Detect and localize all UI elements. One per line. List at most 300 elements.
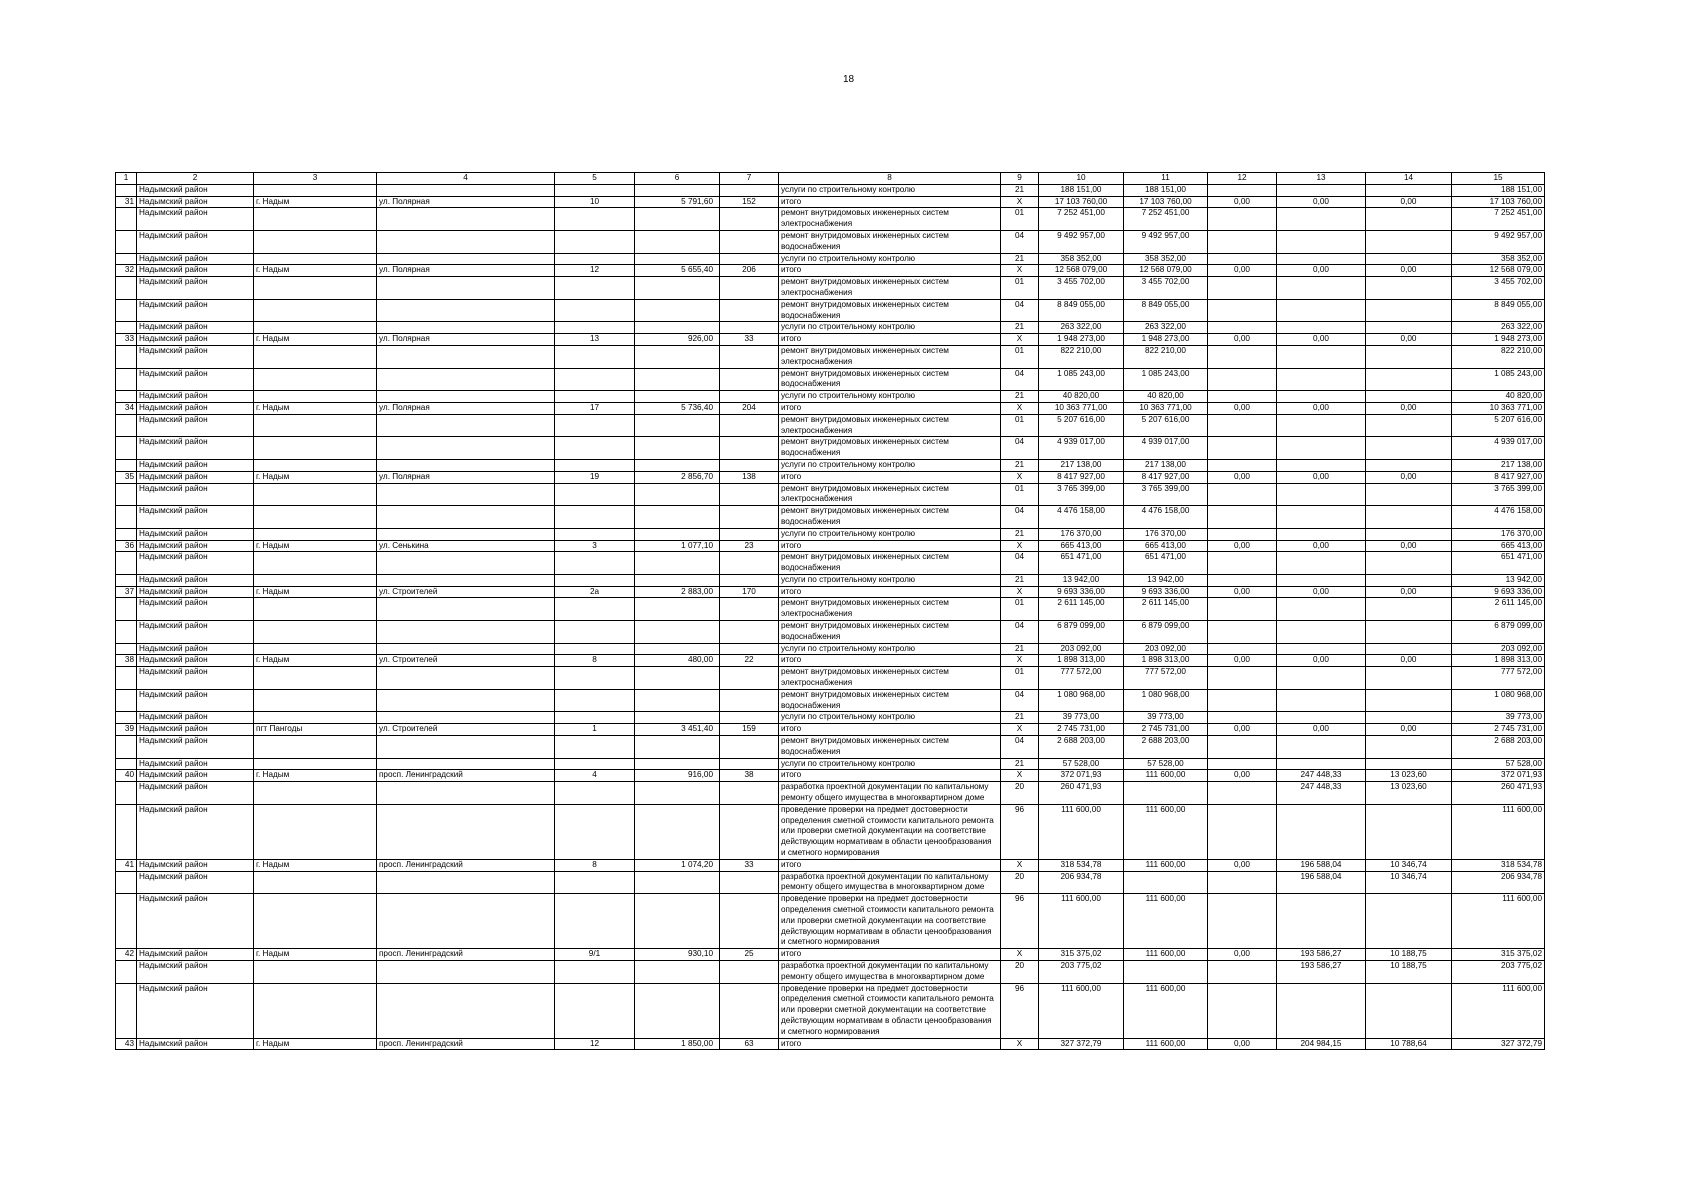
other-cell: 0,00 <box>1366 540 1452 552</box>
house-cell <box>555 184 635 196</box>
total-cost-cell: 40 820,00 <box>1039 391 1124 403</box>
owners-cell: 0,00 <box>1277 471 1366 483</box>
area-cell <box>635 253 720 265</box>
table-row <box>116 574 1545 586</box>
column-header: 9 <box>1001 173 1039 185</box>
row-number <box>116 960 137 983</box>
house-cell <box>555 689 635 712</box>
row-number <box>116 277 137 300</box>
total-cost-cell: 111 600,00 <box>1039 894 1124 949</box>
city-cell: г. Надым <box>254 770 377 782</box>
city-cell: г. Надым <box>254 196 377 208</box>
sum-cell: 3 455 702,00 <box>1452 277 1545 300</box>
work-type-cell: ремонт внутридомовых инженерных систем электроснабжения <box>779 277 1001 300</box>
budget-cell <box>1208 689 1277 712</box>
table-row <box>116 689 1545 712</box>
residents-cell <box>720 758 779 770</box>
row-number <box>116 345 137 368</box>
work-type-cell: услуги по строительному контролю <box>779 758 1001 770</box>
total-cost-cell: 263 322,00 <box>1039 322 1124 334</box>
work-code-cell: X <box>1001 471 1039 483</box>
other-cell <box>1366 736 1452 759</box>
work-type-cell: ремонт внутридомовых инженерных систем электроснабжения <box>779 414 1001 437</box>
owners-cell <box>1277 459 1366 471</box>
street-cell: ул. Строителей <box>377 655 555 667</box>
work-code-cell: 21 <box>1001 184 1039 196</box>
other-cell: 0,00 <box>1366 655 1452 667</box>
row-number <box>116 598 137 621</box>
other-cell: 0,00 <box>1366 265 1452 277</box>
other-cell: 13 023,60 <box>1366 770 1452 782</box>
city-cell <box>254 322 377 334</box>
table-row <box>116 345 1545 368</box>
residents-cell <box>720 437 779 460</box>
column-header: 4 <box>377 173 555 185</box>
area-cell <box>635 758 720 770</box>
row-number <box>116 804 137 859</box>
sum-cell: 2 611 145,00 <box>1452 598 1545 621</box>
table-row <box>116 552 1545 575</box>
sum-cell: 6 879 099,00 <box>1452 621 1545 644</box>
work-type-cell: итого <box>779 196 1001 208</box>
work-code-cell: 21 <box>1001 322 1039 334</box>
work-code-cell: 04 <box>1001 368 1039 391</box>
total-cost-cell: 327 372,79 <box>1039 1038 1124 1050</box>
house-cell: 19 <box>555 471 635 483</box>
row-number <box>116 483 137 506</box>
owners-cell <box>1277 277 1366 300</box>
sum-cell: 206 934,78 <box>1452 871 1545 894</box>
house-cell <box>555 483 635 506</box>
district-cell: Надымский район <box>137 949 254 961</box>
city-cell <box>254 391 377 403</box>
table-row <box>116 960 1545 983</box>
area-cell: 5 736,40 <box>635 402 720 414</box>
district-cell: Надымский район <box>137 804 254 859</box>
district-cell: Надымский район <box>137 230 254 253</box>
total-cost-cell: 1 948 273,00 <box>1039 334 1124 346</box>
row-number <box>116 689 137 712</box>
total-cost-cell: 372 071,93 <box>1039 770 1124 782</box>
area-cell <box>635 574 720 586</box>
owners-cell <box>1277 230 1366 253</box>
work-type-cell: услуги по строительному контролю <box>779 391 1001 403</box>
owners-cell <box>1277 574 1366 586</box>
work-type-cell: итого <box>779 265 1001 277</box>
budget-cell <box>1208 552 1277 575</box>
owners-cell <box>1277 322 1366 334</box>
owners-cell: 0,00 <box>1277 540 1366 552</box>
total-cost-cell: 2 688 203,00 <box>1039 736 1124 759</box>
residents-cell <box>720 804 779 859</box>
other-cell <box>1366 621 1452 644</box>
budget-cell <box>1208 598 1277 621</box>
fund-cell: 3 765 399,00 <box>1124 483 1208 506</box>
sum-cell: 111 600,00 <box>1452 894 1545 949</box>
work-type-cell: итого <box>779 586 1001 598</box>
street-cell: ул. Полярная <box>377 196 555 208</box>
row-number <box>116 621 137 644</box>
residents-cell <box>720 368 779 391</box>
street-cell: просп. Ленинградский <box>377 1038 555 1050</box>
total-cost-cell: 111 600,00 <box>1039 983 1124 1038</box>
residents-cell: 170 <box>720 586 779 598</box>
row-number <box>116 758 137 770</box>
table-header <box>116 173 1545 185</box>
total-cost-cell: 203 775,02 <box>1039 960 1124 983</box>
work-type-cell: разработка проектной документации по капитальному ремонту общего имущества в многоквартирном доме <box>779 871 1001 894</box>
owners-cell <box>1277 368 1366 391</box>
area-cell <box>635 230 720 253</box>
street-cell <box>377 368 555 391</box>
work-code-cell: 96 <box>1001 983 1039 1038</box>
table-row <box>116 871 1545 894</box>
district-cell: Надымский район <box>137 253 254 265</box>
work-code-cell: 01 <box>1001 598 1039 621</box>
house-cell: 10 <box>555 196 635 208</box>
table-row <box>116 643 1545 655</box>
column-header: 14 <box>1366 173 1452 185</box>
budget-cell: 0,00 <box>1208 540 1277 552</box>
fund-cell: 665 413,00 <box>1124 540 1208 552</box>
street-cell: просп. Ленинградский <box>377 859 555 871</box>
work-type-cell: ремонт внутридомовых инженерных систем электроснабжения <box>779 598 1001 621</box>
sum-cell: 111 600,00 <box>1452 804 1545 859</box>
district-cell: Надымский район <box>137 184 254 196</box>
row-number: 33 <box>116 334 137 346</box>
total-cost-cell: 10 363 771,00 <box>1039 402 1124 414</box>
row-number: 32 <box>116 265 137 277</box>
work-code-cell: 04 <box>1001 552 1039 575</box>
city-cell: г. Надым <box>254 949 377 961</box>
district-cell: Надымский район <box>137 983 254 1038</box>
fund-cell: 176 370,00 <box>1124 528 1208 540</box>
street-cell <box>377 960 555 983</box>
row-number <box>116 894 137 949</box>
street-cell <box>377 184 555 196</box>
sum-cell: 13 942,00 <box>1452 574 1545 586</box>
sum-cell: 203 092,00 <box>1452 643 1545 655</box>
table-row <box>116 894 1545 949</box>
work-type-cell: услуги по строительному контролю <box>779 712 1001 724</box>
city-cell <box>254 894 377 949</box>
sum-cell: 4 939 017,00 <box>1452 437 1545 460</box>
work-code-cell: X <box>1001 196 1039 208</box>
house-cell: 9/1 <box>555 949 635 961</box>
total-cost-cell: 111 600,00 <box>1039 804 1124 859</box>
city-cell <box>254 960 377 983</box>
area-cell <box>635 299 720 322</box>
area-cell <box>635 391 720 403</box>
budget-cell <box>1208 528 1277 540</box>
row-number <box>116 667 137 690</box>
area-cell: 926,00 <box>635 334 720 346</box>
owners-cell <box>1277 414 1366 437</box>
row-number: 34 <box>116 402 137 414</box>
fund-cell: 3 455 702,00 <box>1124 277 1208 300</box>
sum-cell: 8 417 927,00 <box>1452 471 1545 483</box>
work-code-cell: 21 <box>1001 528 1039 540</box>
street-cell: ул. Сенькина <box>377 540 555 552</box>
table-row <box>116 859 1545 871</box>
area-cell <box>635 894 720 949</box>
owners-cell: 193 586,27 <box>1277 960 1366 983</box>
budget-cell <box>1208 804 1277 859</box>
street-cell <box>377 667 555 690</box>
district-cell: Надымский район <box>137 528 254 540</box>
other-cell <box>1366 391 1452 403</box>
city-cell <box>254 736 377 759</box>
work-code-cell: 04 <box>1001 299 1039 322</box>
budget-cell <box>1208 299 1277 322</box>
city-cell <box>254 528 377 540</box>
work-type-cell: услуги по строительному контролю <box>779 574 1001 586</box>
area-cell <box>635 983 720 1038</box>
work-code-cell: 21 <box>1001 574 1039 586</box>
other-cell: 10 788,64 <box>1366 1038 1452 1050</box>
other-cell <box>1366 184 1452 196</box>
house-cell: 2а <box>555 586 635 598</box>
other-cell: 13 023,60 <box>1366 782 1452 805</box>
sum-cell: 263 322,00 <box>1452 322 1545 334</box>
table-row <box>116 334 1545 346</box>
total-cost-cell: 3 455 702,00 <box>1039 277 1124 300</box>
house-cell <box>555 804 635 859</box>
house-cell: 17 <box>555 402 635 414</box>
city-cell <box>254 804 377 859</box>
district-cell: Надымский район <box>137 334 254 346</box>
table-row <box>116 621 1545 644</box>
row-number <box>116 736 137 759</box>
sum-cell: 2 745 731,00 <box>1452 724 1545 736</box>
other-cell: 10 188,75 <box>1366 949 1452 961</box>
street-cell <box>377 804 555 859</box>
row-number <box>116 643 137 655</box>
other-cell <box>1366 253 1452 265</box>
table-row <box>116 437 1545 460</box>
owners-cell <box>1277 621 1366 644</box>
residents-cell <box>720 689 779 712</box>
house-cell <box>555 230 635 253</box>
row-number <box>116 322 137 334</box>
district-cell: Надымский район <box>137 345 254 368</box>
budget-cell <box>1208 782 1277 805</box>
owners-cell: 0,00 <box>1277 196 1366 208</box>
column-header: 15 <box>1452 173 1545 185</box>
fund-cell: 111 600,00 <box>1124 949 1208 961</box>
other-cell <box>1366 368 1452 391</box>
work-type-cell: итого <box>779 402 1001 414</box>
fund-cell: 1 948 273,00 <box>1124 334 1208 346</box>
residents-cell: 152 <box>720 196 779 208</box>
table-row <box>116 712 1545 724</box>
area-cell <box>635 643 720 655</box>
table-row <box>116 322 1545 334</box>
sum-cell: 358 352,00 <box>1452 253 1545 265</box>
work-type-cell: итого <box>779 770 1001 782</box>
street-cell <box>377 277 555 300</box>
city-cell <box>254 208 377 231</box>
area-cell <box>635 782 720 805</box>
table-row <box>116 804 1545 859</box>
owners-cell: 0,00 <box>1277 724 1366 736</box>
district-cell: Надымский район <box>137 471 254 483</box>
work-code-cell: X <box>1001 770 1039 782</box>
residents-cell <box>720 782 779 805</box>
column-header: 11 <box>1124 173 1208 185</box>
row-number: 41 <box>116 859 137 871</box>
other-cell <box>1366 983 1452 1038</box>
owners-cell <box>1277 253 1366 265</box>
house-cell: 3 <box>555 540 635 552</box>
city-cell: г. Надым <box>254 655 377 667</box>
budget-cell <box>1208 230 1277 253</box>
area-cell <box>635 598 720 621</box>
budget-cell <box>1208 736 1277 759</box>
budget-cell <box>1208 322 1277 334</box>
street-cell <box>377 598 555 621</box>
row-number <box>116 506 137 529</box>
fund-cell <box>1124 871 1208 894</box>
residents-cell <box>720 598 779 621</box>
total-cost-cell: 2 611 145,00 <box>1039 598 1124 621</box>
budget-cell <box>1208 368 1277 391</box>
row-number: 35 <box>116 471 137 483</box>
work-type-cell: ремонт внутридомовых инженерных систем электроснабжения <box>779 483 1001 506</box>
work-type-cell: услуги по строительному контролю <box>779 459 1001 471</box>
fund-cell: 1 085 243,00 <box>1124 368 1208 391</box>
city-cell <box>254 621 377 644</box>
sum-cell: 203 775,02 <box>1452 960 1545 983</box>
owners-cell <box>1277 736 1366 759</box>
work-type-cell: итого <box>779 655 1001 667</box>
sum-cell: 1 085 243,00 <box>1452 368 1545 391</box>
street-cell: ул. Полярная <box>377 471 555 483</box>
work-code-cell: 01 <box>1001 483 1039 506</box>
owners-cell: 0,00 <box>1277 655 1366 667</box>
owners-cell <box>1277 506 1366 529</box>
total-cost-cell: 1 898 313,00 <box>1039 655 1124 667</box>
table-row <box>116 1038 1545 1050</box>
row-number <box>116 552 137 575</box>
budget-cell <box>1208 208 1277 231</box>
other-cell <box>1366 277 1452 300</box>
table-row <box>116 655 1545 667</box>
district-cell: Надымский район <box>137 894 254 949</box>
table-row <box>116 265 1545 277</box>
page-number: 18 <box>842 74 855 85</box>
house-cell: 12 <box>555 265 635 277</box>
fund-cell: 9 693 336,00 <box>1124 586 1208 598</box>
work-code-cell: 04 <box>1001 689 1039 712</box>
area-cell <box>635 712 720 724</box>
sum-cell: 318 534,78 <box>1452 859 1545 871</box>
area-cell: 5 791,60 <box>635 196 720 208</box>
table-row <box>116 770 1545 782</box>
other-cell <box>1366 437 1452 460</box>
street-cell <box>377 459 555 471</box>
work-code-cell: 96 <box>1001 894 1039 949</box>
house-cell <box>555 667 635 690</box>
owners-cell <box>1277 483 1366 506</box>
column-header: 3 <box>254 173 377 185</box>
other-cell: 0,00 <box>1366 196 1452 208</box>
budget-cell <box>1208 643 1277 655</box>
street-cell: просп. Ленинградский <box>377 949 555 961</box>
column-header: 13 <box>1277 173 1366 185</box>
district-cell: Надымский район <box>137 621 254 644</box>
other-cell: 0,00 <box>1366 471 1452 483</box>
table-row <box>116 208 1545 231</box>
budget-cell <box>1208 345 1277 368</box>
total-cost-cell: 176 370,00 <box>1039 528 1124 540</box>
residents-cell: 159 <box>720 724 779 736</box>
other-cell <box>1366 574 1452 586</box>
fund-cell: 777 572,00 <box>1124 667 1208 690</box>
fund-cell: 111 600,00 <box>1124 894 1208 949</box>
column-header: 6 <box>635 173 720 185</box>
row-number <box>116 528 137 540</box>
area-cell <box>635 552 720 575</box>
owners-cell: 204 984,15 <box>1277 1038 1366 1050</box>
district-cell: Надымский район <box>137 871 254 894</box>
total-cost-cell: 9 693 336,00 <box>1039 586 1124 598</box>
district-cell: Надымский район <box>137 277 254 300</box>
street-cell <box>377 506 555 529</box>
row-number <box>116 184 137 196</box>
area-cell: 930,10 <box>635 949 720 961</box>
street-cell: ул. Строителей <box>377 724 555 736</box>
header-row <box>116 173 1545 185</box>
city-cell: г. Надым <box>254 334 377 346</box>
work-type-cell: разработка проектной документации по капитальному ремонту общего имущества в многоквартирном доме <box>779 960 1001 983</box>
total-cost-cell: 188 151,00 <box>1039 184 1124 196</box>
sum-cell: 315 375,02 <box>1452 949 1545 961</box>
house-cell <box>555 208 635 231</box>
owners-cell: 196 588,04 <box>1277 859 1366 871</box>
work-code-cell: 01 <box>1001 667 1039 690</box>
sum-cell: 40 820,00 <box>1452 391 1545 403</box>
work-type-cell: итого <box>779 859 1001 871</box>
row-number: 31 <box>116 196 137 208</box>
other-cell <box>1366 459 1452 471</box>
owners-cell <box>1277 983 1366 1038</box>
budget-cell <box>1208 712 1277 724</box>
budget-cell <box>1208 253 1277 265</box>
work-type-cell: ремонт внутридомовых инженерных систем водоснабжения <box>779 552 1001 575</box>
city-cell: г. Надым <box>254 586 377 598</box>
column-header: 5 <box>555 173 635 185</box>
area-cell: 1 850,00 <box>635 1038 720 1050</box>
table-row <box>116 758 1545 770</box>
owners-cell <box>1277 758 1366 770</box>
residents-cell: 25 <box>720 949 779 961</box>
sum-cell: 8 849 055,00 <box>1452 299 1545 322</box>
fund-cell: 263 322,00 <box>1124 322 1208 334</box>
budget-cell: 0,00 <box>1208 859 1277 871</box>
street-cell <box>377 621 555 644</box>
table-row <box>116 483 1545 506</box>
fund-cell: 7 252 451,00 <box>1124 208 1208 231</box>
owners-cell <box>1277 345 1366 368</box>
owners-cell: 247 448,33 <box>1277 782 1366 805</box>
budget-cell: 0,00 <box>1208 586 1277 598</box>
total-cost-cell: 777 572,00 <box>1039 667 1124 690</box>
other-cell <box>1366 712 1452 724</box>
sum-cell: 327 372,79 <box>1452 1038 1545 1050</box>
street-cell: просп. Ленинградский <box>377 770 555 782</box>
fund-cell: 111 600,00 <box>1124 859 1208 871</box>
